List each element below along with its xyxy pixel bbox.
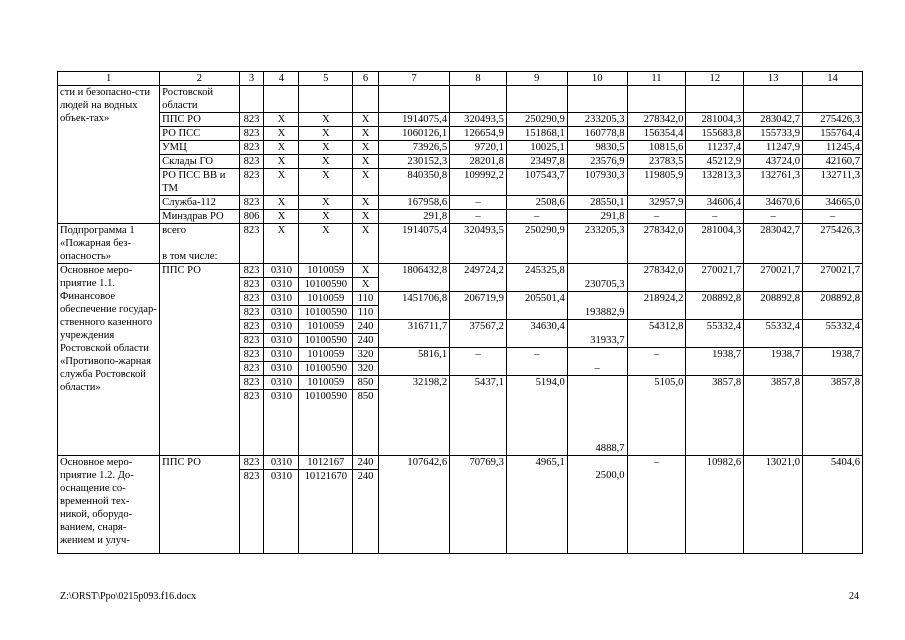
column-number: 4 — [264, 72, 299, 86]
table-cell: 823 — [239, 155, 264, 169]
org-total-label: всего — [162, 225, 187, 236]
column-number: 2 — [160, 72, 239, 86]
table-cell: 240 — [353, 320, 379, 334]
value-cell: 3857,8 — [744, 376, 803, 456]
value-cell: 151868,1 — [506, 127, 567, 141]
value-cell: 233205,3 — [567, 113, 627, 127]
value-cell: 1914075,4 — [378, 113, 449, 127]
value-cell: 245325,8 — [506, 264, 567, 292]
table-cell: 1012167 — [299, 456, 353, 470]
value-cell: 2508,6 — [506, 196, 567, 210]
value-cell: 270021,7 — [686, 264, 744, 292]
table-cell: 823 — [239, 169, 264, 196]
table-cell: Х — [299, 113, 353, 127]
value-cell: 11237,4 — [686, 141, 744, 155]
table-cell: Х — [264, 113, 299, 127]
value-cell: – — [506, 348, 567, 376]
value-cell: 11245,4 — [803, 141, 863, 155]
column-number: 8 — [450, 72, 507, 86]
column-number: 9 — [506, 72, 567, 86]
value-cell: 160778,8 — [567, 127, 627, 141]
org-cell — [160, 224, 239, 264]
table-cell: 850 — [353, 376, 379, 390]
budget-table — [57, 71, 863, 554]
value-cell: – — [567, 348, 627, 376]
value-cell: 233205,3 — [567, 224, 627, 264]
value-cell: 45212,9 — [686, 155, 744, 169]
table-cell: 823 — [239, 320, 264, 334]
org-including-label: в том числе: — [162, 251, 218, 262]
column-number: 7 — [378, 72, 449, 86]
org-cell: Служба-112 — [160, 196, 239, 210]
table-cell: Х — [353, 224, 379, 264]
column-number: 10 — [567, 72, 627, 86]
value-cell: 1938,7 — [686, 348, 744, 376]
column-number: 5 — [299, 72, 353, 86]
value-cell: 132761,3 — [744, 169, 803, 196]
table-cell: 10100590 — [299, 390, 353, 456]
table-cell — [299, 86, 353, 113]
table-cell: 823 — [239, 456, 264, 470]
value-cell: 1451706,8 — [378, 292, 449, 320]
value-cell: 218924,2 — [627, 292, 686, 320]
table-row — [58, 264, 863, 278]
value-cell: 73926,5 — [378, 141, 449, 155]
value-cell: 4965,1 — [506, 456, 567, 554]
table-cell: 110 — [353, 306, 379, 320]
value-cell: 119805,9 — [627, 169, 686, 196]
table-cell — [378, 86, 449, 113]
org-cell: Ростовской области — [160, 86, 239, 113]
table-cell: 823 — [239, 292, 264, 306]
value-cell: 250290,9 — [506, 224, 567, 264]
table-row — [58, 224, 863, 264]
value-cell: 31933,7 — [567, 320, 627, 348]
table-cell — [744, 86, 803, 113]
value-cell: – — [450, 196, 507, 210]
value-cell: 1060126,1 — [378, 127, 449, 141]
table-cell: Х — [353, 210, 379, 224]
table-cell: 0310 — [264, 320, 299, 334]
table-cell: 823 — [239, 334, 264, 348]
value-cell: – — [450, 210, 507, 224]
value-cell: 3857,8 — [686, 376, 744, 456]
value-cell: 70769,3 — [450, 456, 507, 554]
table-cell — [353, 86, 379, 113]
value-cell: 55332,4 — [686, 320, 744, 348]
table-cell: 0310 — [264, 456, 299, 470]
value-cell: 1938,7 — [803, 348, 863, 376]
table-cell: Х — [264, 196, 299, 210]
value-cell: 193882,9 — [567, 292, 627, 320]
value-cell: 132711,3 — [803, 169, 863, 196]
value-cell: – — [506, 210, 567, 224]
org-cell: РО ПСС — [160, 127, 239, 141]
value-cell: 107930,3 — [567, 169, 627, 196]
value-cell: 9830,5 — [567, 141, 627, 155]
value-cell: 250290,9 — [506, 113, 567, 127]
table-cell: 0310 — [264, 292, 299, 306]
value-cell: 155683,8 — [686, 127, 744, 141]
value-cell: 34665,0 — [803, 196, 863, 210]
value-cell: 320493,5 — [450, 113, 507, 127]
value-cell: 3857,8 — [803, 376, 863, 456]
value-cell: 291,8 — [567, 210, 627, 224]
table-cell: 1010059 — [299, 348, 353, 362]
value-cell: 205501,4 — [506, 292, 567, 320]
table-cell: Х — [299, 155, 353, 169]
value-cell: 156354,4 — [627, 127, 686, 141]
value-cell: 132813,3 — [686, 169, 744, 196]
value-cell: 43724,0 — [744, 155, 803, 169]
table-cell: 110 — [353, 292, 379, 306]
table-row — [58, 141, 863, 155]
table-cell: 823 — [239, 224, 264, 264]
value-cell: 32957,9 — [627, 196, 686, 210]
table-cell — [803, 86, 863, 113]
value-cell: 155764,4 — [803, 127, 863, 141]
table-cell: Х — [353, 169, 379, 196]
subprogram-description: Подпрограмма 1 «Пожарная без-опасность» — [58, 224, 160, 264]
column-number: 3 — [239, 72, 264, 86]
table-cell: 823 — [239, 348, 264, 362]
org-cell: ППС РО — [160, 456, 239, 554]
table-cell: 320 — [353, 362, 379, 376]
value-cell: 5105,0 — [627, 376, 686, 456]
org-cell: Минздрав РО — [160, 210, 239, 224]
table-cell: Х — [264, 155, 299, 169]
column-number: 6 — [353, 72, 379, 86]
value-cell: 278342,0 — [627, 264, 686, 292]
table-cell: 0310 — [264, 348, 299, 362]
table-cell: Х — [353, 127, 379, 141]
table-cell: 10100590 — [299, 306, 353, 320]
table-cell: 806 — [239, 210, 264, 224]
file-path: Z:\ORST\Ppo\0215p093.f16.docx — [60, 591, 197, 602]
table-row — [58, 127, 863, 141]
table-cell: 1010059 — [299, 292, 353, 306]
table-cell: 0310 — [264, 334, 299, 348]
value-cell: – — [450, 348, 507, 376]
table-cell: 823 — [239, 278, 264, 292]
value-cell: 10025,1 — [506, 141, 567, 155]
value-cell: 208892,8 — [744, 292, 803, 320]
value-cell: 32198,2 — [378, 376, 449, 456]
column-number: 14 — [803, 72, 863, 86]
value-cell: 54312,8 — [627, 320, 686, 348]
column-number: 13 — [744, 72, 803, 86]
event-description: Основное меро-приятие 1.2. До-оснащение со-временной тех-никой, оборудо-ванием, снаря-жением и улуч- — [58, 456, 160, 554]
value-cell: 23497,8 — [506, 155, 567, 169]
column-number: 11 — [627, 72, 686, 86]
value-cell: 9720,1 — [450, 141, 507, 155]
table-cell: 0310 — [264, 470, 299, 554]
value-cell: 249724,2 — [450, 264, 507, 292]
value-cell: 278342,0 — [627, 224, 686, 264]
table-cell: 1010059 — [299, 264, 353, 278]
table-cell: Х — [299, 196, 353, 210]
value-cell: 320493,5 — [450, 224, 507, 264]
column-number: 1 — [58, 72, 160, 86]
value-cell: 107543,7 — [506, 169, 567, 196]
value-cell: 55332,4 — [744, 320, 803, 348]
table-cell: 240 — [353, 456, 379, 470]
table-row — [58, 155, 863, 169]
table-cell: 0310 — [264, 390, 299, 456]
value-cell: 840350,8 — [378, 169, 449, 196]
value-cell: – — [803, 210, 863, 224]
table-cell: 823 — [239, 306, 264, 320]
table-row — [58, 196, 863, 210]
table-cell: 823 — [239, 141, 264, 155]
table-cell: 850 — [353, 390, 379, 456]
value-cell: 107642,6 — [378, 456, 449, 554]
value-cell: 1806432,8 — [378, 264, 449, 292]
value-cell: 2500,0 — [567, 456, 627, 554]
table-cell: 10121670 — [299, 470, 353, 554]
org-cell: ППС РО — [160, 264, 239, 456]
value-cell: 167958,6 — [378, 196, 449, 210]
value-cell: 283042,7 — [744, 224, 803, 264]
value-cell: 208892,8 — [803, 292, 863, 320]
table-cell: 10100590 — [299, 278, 353, 292]
table-cell: 0310 — [264, 264, 299, 278]
value-cell: 281004,3 — [686, 113, 744, 127]
table-cell: 0310 — [264, 278, 299, 292]
value-cell: – — [744, 210, 803, 224]
value-cell: 10982,6 — [686, 456, 744, 554]
table-cell: Х — [299, 224, 353, 264]
table-cell: 823 — [239, 127, 264, 141]
value-cell: 34606,4 — [686, 196, 744, 210]
table-cell — [239, 86, 264, 113]
value-cell: 316711,7 — [378, 320, 449, 348]
value-cell: 10815,6 — [627, 141, 686, 155]
org-cell: ППС РО — [160, 113, 239, 127]
table-cell: Х — [299, 141, 353, 155]
table-cell: Х — [299, 169, 353, 196]
value-cell: 42160,7 — [803, 155, 863, 169]
table-cell: 823 — [239, 390, 264, 456]
value-cell: – — [627, 348, 686, 376]
page-number: 24 — [849, 591, 859, 602]
table-cell: Х — [353, 264, 379, 278]
value-cell: 283042,7 — [744, 113, 803, 127]
table-row — [58, 210, 863, 224]
value-cell: 270021,7 — [803, 264, 863, 292]
table-cell — [567, 86, 627, 113]
table-cell: 1010059 — [299, 376, 353, 390]
value-cell: 5194,0 — [506, 376, 567, 456]
table-cell: 823 — [239, 264, 264, 278]
table-cell: Х — [353, 278, 379, 292]
value-cell: 28550,1 — [567, 196, 627, 210]
table-cell — [686, 86, 744, 113]
table-row — [58, 169, 863, 196]
org-cell: РО ПСС ВВ и ТМ — [160, 169, 239, 196]
value-cell: 11247,9 — [744, 141, 803, 155]
value-cell: 109992,2 — [450, 169, 507, 196]
table-cell: Х — [353, 196, 379, 210]
table-cell: 1010059 — [299, 320, 353, 334]
table-cell: 240 — [353, 470, 379, 554]
table-cell: Х — [353, 113, 379, 127]
value-cell: 37567,2 — [450, 320, 507, 348]
table-cell — [450, 86, 507, 113]
table-cell: 823 — [239, 113, 264, 127]
value-cell: 230152,3 — [378, 155, 449, 169]
table-cell: Х — [264, 224, 299, 264]
value-cell: 126654,9 — [450, 127, 507, 141]
table-cell: Х — [264, 210, 299, 224]
value-cell: 206719,9 — [450, 292, 507, 320]
value-cell: 13021,0 — [744, 456, 803, 554]
table-row — [58, 86, 863, 113]
value-cell: 28201,8 — [450, 155, 507, 169]
value-cell: 34670,6 — [744, 196, 803, 210]
column-number: 12 — [686, 72, 744, 86]
value-cell: 1914075,4 — [378, 224, 449, 264]
value-cell: 275426,3 — [803, 224, 863, 264]
value-cell: 230705,3 — [567, 264, 627, 292]
value-cell: 5404,6 — [803, 456, 863, 554]
value-cell: 4888,7 — [567, 376, 627, 456]
table-cell: Х — [264, 141, 299, 155]
table-cell: 320 — [353, 348, 379, 362]
value-cell: 278342,0 — [627, 113, 686, 127]
value-cell: 55332,4 — [803, 320, 863, 348]
value-cell: 270021,7 — [744, 264, 803, 292]
table-cell — [506, 86, 567, 113]
value-cell: 23576,9 — [567, 155, 627, 169]
table-cell: Х — [353, 141, 379, 155]
value-cell: 23783,5 — [627, 155, 686, 169]
table-cell: Х — [264, 127, 299, 141]
table-cell: 240 — [353, 334, 379, 348]
value-cell: – — [627, 210, 686, 224]
table-cell: Х — [264, 169, 299, 196]
value-cell: 275426,3 — [803, 113, 863, 127]
event-description: сти и безопасно-сти людей на водных объек-тах» — [58, 86, 160, 224]
value-cell: 5816,1 — [378, 348, 449, 376]
table-row — [58, 72, 863, 86]
value-cell: 281004,3 — [686, 224, 744, 264]
table-row — [58, 113, 863, 127]
table-cell: 823 — [239, 376, 264, 390]
value-cell: – — [627, 456, 686, 554]
table-cell: 823 — [239, 470, 264, 554]
value-cell: 155733,9 — [744, 127, 803, 141]
table-cell — [627, 86, 686, 113]
value-cell: 208892,8 — [686, 292, 744, 320]
value-cell: 291,8 — [378, 210, 449, 224]
table-cell: Х — [299, 210, 353, 224]
table-cell: 0310 — [264, 376, 299, 390]
value-cell: 1938,7 — [744, 348, 803, 376]
table-cell: 10100590 — [299, 362, 353, 376]
table-cell — [264, 86, 299, 113]
table-cell: 10100590 — [299, 334, 353, 348]
value-cell: 5437,1 — [450, 376, 507, 456]
table-cell: 0310 — [264, 306, 299, 320]
table-cell: 823 — [239, 196, 264, 210]
table-cell: Х — [353, 155, 379, 169]
table-cell: 823 — [239, 362, 264, 376]
value-cell: 34630,4 — [506, 320, 567, 348]
event-description: Основное меро-приятие 1.1. Финансовое обеспечение государ-ственного казенного учреждения Ростовской области «Противопо-жарная служба Ростовской области» — [58, 264, 160, 456]
org-cell: Склады ГО — [160, 155, 239, 169]
org-cell: УМЦ — [160, 141, 239, 155]
table-cell: Х — [299, 127, 353, 141]
table-row — [58, 456, 863, 470]
value-cell: – — [686, 210, 744, 224]
table-cell: 0310 — [264, 362, 299, 376]
